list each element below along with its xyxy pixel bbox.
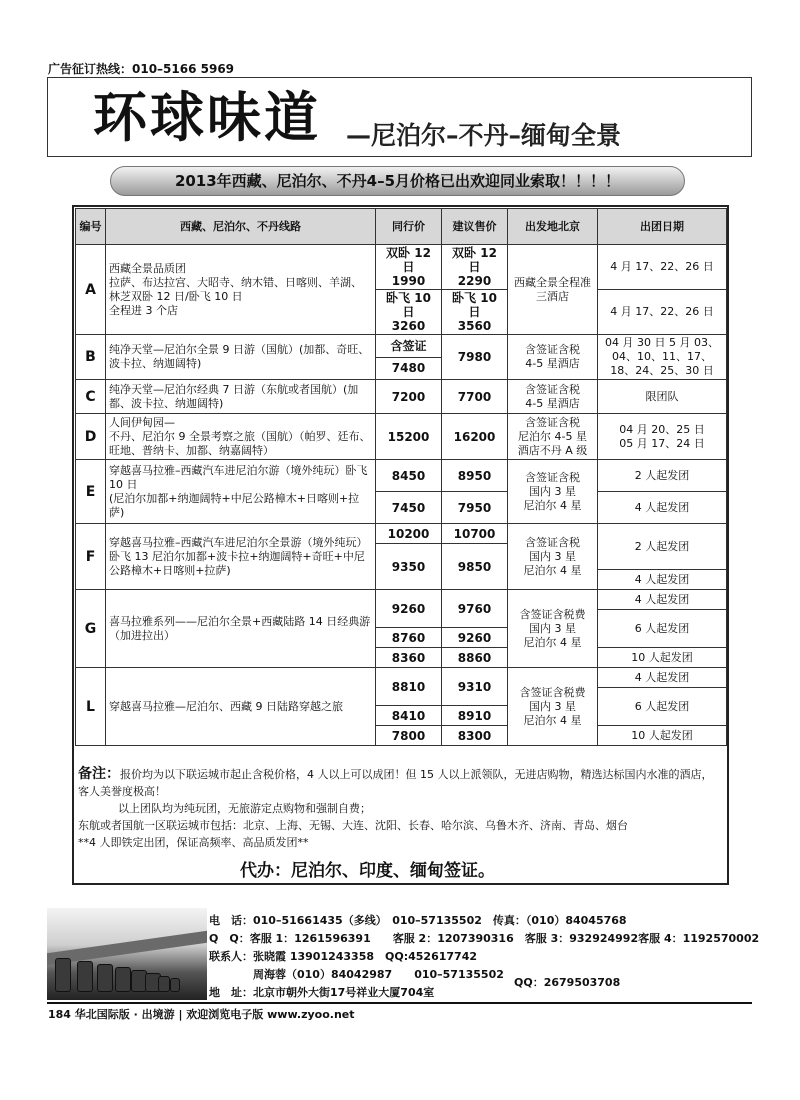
row-hotel: 含签证含税费 国内 3 星 尼泊尔 4 星: [508, 590, 598, 668]
row-retail-price: 8300: [442, 726, 508, 746]
table-row: [76, 524, 727, 544]
prayer-wheels-photo: [47, 908, 207, 1000]
notes-line4: **4 人即铁定出团，保证高频率、高品质发团**: [78, 836, 309, 849]
row-peer-price: 9260: [376, 590, 442, 628]
banner-title: 环球味道: [93, 85, 321, 149]
row-peer-price: 8410: [376, 706, 442, 726]
header-peer-price: 同行价: [376, 209, 442, 245]
row-peer-note: 含签证: [376, 335, 442, 358]
row-retail-price: 8950: [442, 460, 508, 492]
contact-lines: [209, 912, 759, 1002]
row-peer-price: 8760: [376, 628, 442, 648]
row-dates: 2 人起发团: [598, 460, 727, 492]
table-row: [76, 414, 727, 460]
row-code: G: [76, 590, 106, 668]
table-row: [76, 335, 727, 358]
row-dates: 10 人起发团: [598, 648, 727, 668]
row-dates: 4 月 17、22、26 日: [598, 290, 727, 335]
row-retail-price: 9850: [442, 544, 508, 590]
visa-agent-line: 代办：尼泊尔、印度、缅甸签证。: [240, 861, 495, 881]
row-peer-price: 8360: [376, 648, 442, 668]
ad-hotline: 广告征订热线：010–5166 5969: [48, 62, 235, 76]
row-peer-price: 双卧 12 日 1990: [376, 245, 442, 290]
table-header-row: [76, 209, 727, 245]
row-dates: 04 月 20、25 日 05 月 17、24 日: [598, 414, 727, 460]
notes-text1: 报价均为以下联运城市起止含税价格，4 人以上可以成团！但 15 人以上派领队，无进店购物，精选达标国内水准的酒店，客人美誉度极高！: [78, 768, 713, 798]
row-retail-price: 8910: [442, 706, 508, 726]
row-peer-price: 15200: [376, 414, 442, 460]
table-row: [76, 460, 727, 492]
row-peer-price: 7450: [376, 492, 442, 524]
footer-divider: [47, 1002, 752, 1004]
table-row: [76, 245, 727, 290]
row-peer-price: 7800: [376, 726, 442, 746]
row-route: 纯净天堂—尼泊尔经典 7 日游（东航或者国航）(加都、波卡拉、纳迦阔特): [106, 380, 376, 414]
row-route: 穿越喜马拉雅–西藏汽车进尼泊尔游（境外纯玩）卧飞 10 日 (尼泊尔加都+纳迦阔特+中尼公路樟木+日喀则+拉萨): [106, 460, 376, 524]
row-retail-price: 7950: [442, 492, 508, 524]
contact-address: 地 址：北京市朝外大街17号祥业大厦704室: [209, 986, 435, 999]
header-dates: 出团日期: [598, 209, 727, 245]
row-retail-price: 7700: [442, 380, 508, 414]
row-hotel: 含签证含税 尼泊尔 4-5 星 酒店不丹 A 级: [508, 414, 598, 460]
row-code: F: [76, 524, 106, 590]
notes: [78, 766, 723, 851]
header-code: 编号: [76, 209, 106, 245]
row-retail-price: 16200: [442, 414, 508, 460]
notes-line2: 以上团队均为纯玩团，无旅游定点购物和强制自费；: [118, 802, 371, 815]
header-retail-price: 建议售价: [442, 209, 508, 245]
row-dates: 6 人起发团: [598, 688, 727, 726]
row-route: 穿越喜马拉雅—尼泊尔、西藏 9 日陆路穿越之旅: [106, 668, 376, 746]
row-dates: 2 人起发团: [598, 524, 727, 570]
headline-bar: [110, 166, 685, 196]
row-code: L: [76, 668, 106, 746]
row-dates: 10 人起发团: [598, 726, 727, 746]
row-dates: 4 人起发团: [598, 492, 727, 524]
row-code: D: [76, 414, 106, 460]
contact-phone: 电 话：010–51661435（多线） 010–57135502 传真：（010）84045768: [209, 914, 627, 927]
row-route: 人间伊甸园— 不丹、尼泊尔 9 全景考察之旅（国航）（帕罗、廷布、旺地、普纳卡、加都、纳嘉阔特）: [106, 414, 376, 460]
row-code: B: [76, 335, 106, 380]
contact-qq-extra: QQ：2679503708: [514, 976, 621, 989]
row-peer-price: 8450: [376, 460, 442, 492]
row-route: 西藏全景品质团 拉萨、布达拉宫、大昭寺、纳木错、日喀则、羊湖、林芝双卧 12 日/卧飞 10 日 全程进 3 个店: [106, 245, 376, 335]
notes-line1: [78, 766, 723, 800]
row-retail-price: 7980: [442, 335, 508, 380]
row-code: A: [76, 245, 106, 335]
table-row: [76, 590, 727, 610]
notes-label: 备注：: [78, 766, 120, 782]
row-dates: 6 人起发团: [598, 610, 727, 648]
table-row: [76, 668, 727, 688]
row-retail-price: 9760: [442, 590, 508, 628]
row-hotel: 含签证含税 4-5 星酒店: [508, 335, 598, 380]
row-peer-price: 9350: [376, 544, 442, 590]
contact-section: [47, 908, 760, 1000]
row-peer-price: 7480: [376, 357, 442, 380]
header-route: 西藏、尼泊尔、不丹线路: [106, 209, 376, 245]
row-retail-price: 10700: [442, 524, 508, 544]
row-peer-price: 卧飞 10 日 3260: [376, 290, 442, 335]
contact-person2: 周海蓉（010）84042987 010–57135502: [209, 968, 504, 981]
headline-text: 2013年西藏、尼泊尔、不丹4–5月价格已出欢迎同业索取！！！！: [174, 172, 621, 190]
header-depart: 出发地北京: [508, 209, 598, 245]
row-code: E: [76, 460, 106, 524]
row-retail-price: 9260: [442, 628, 508, 648]
row-retail-price: 卧飞 10 日 3560: [442, 290, 508, 335]
title-banner: [47, 77, 752, 157]
page-footer: 184 华北国际版 · 出境游 | 欢迎浏览电子版 www.zyoo.net: [48, 1008, 355, 1021]
row-peer-price: 8810: [376, 668, 442, 706]
row-hotel: 含签证含税 国内 3 星 尼泊尔 4 星: [508, 460, 598, 524]
row-code: C: [76, 380, 106, 414]
row-retail-price: 双卧 12 日 2290: [442, 245, 508, 290]
row-dates: 4 人起发团: [598, 570, 727, 590]
row-dates: 4 月 17、22、26 日: [598, 245, 727, 290]
row-peer-price: 10200: [376, 524, 442, 544]
notes-line3: 东航或者国航一区联运城市包括：北京、上海、无锡、大连、沈阳、长春、哈尔滨、乌鲁木齐、济南、青岛、烟台: [78, 819, 628, 832]
row-dates: 限团队: [598, 380, 727, 414]
row-route: 穿越喜马拉雅–西藏汽车进尼泊尔全景游（境外纯玩）卧飞 13 尼泊尔加都+波卡拉+纳迦阔特+奇旺+中尼公路樟木+日喀则+拉萨): [106, 524, 376, 590]
row-hotel: 含签证含税 国内 3 星 尼泊尔 4 星: [508, 524, 598, 590]
contact-person1: 联系人：张晓霞 13901243358 QQ:452617742: [209, 950, 478, 963]
banner-subtitle: —尼泊尔–不丹–缅甸全景: [346, 121, 622, 150]
row-hotel: 含签证含税费 国内 3 星 尼泊尔 4 星: [508, 668, 598, 746]
row-retail-price: 9310: [442, 668, 508, 706]
row-retail-price: 8860: [442, 648, 508, 668]
row-peer-price: 7200: [376, 380, 442, 414]
row-route: 喜马拉雅系列——尼泊尔全景+西藏陆路 14 日经典游（加进拉出）: [106, 590, 376, 668]
contact-qq: Q Q：客服 1：1261596391 客服 2：1207390316 客服 3：932924992客服 4：1192570002: [209, 932, 760, 945]
row-dates: 04 月 30 日 5 月 03、04、10、11、17、18、24、25、30 日: [598, 335, 727, 380]
row-dates: 4 人起发团: [598, 590, 727, 610]
row-dates: 4 人起发团: [598, 668, 727, 688]
row-hotel: 含签证含税 4-5 星酒店: [508, 380, 598, 414]
row-hotel: 西藏全景全程准三酒店: [508, 245, 598, 335]
price-table: [75, 208, 727, 746]
table-row: [76, 380, 727, 414]
row-route: 纯净天堂—尼泊尔全景 9 日游（国航）(加都、奇旺、波卡拉、纳迦阔特): [106, 335, 376, 380]
